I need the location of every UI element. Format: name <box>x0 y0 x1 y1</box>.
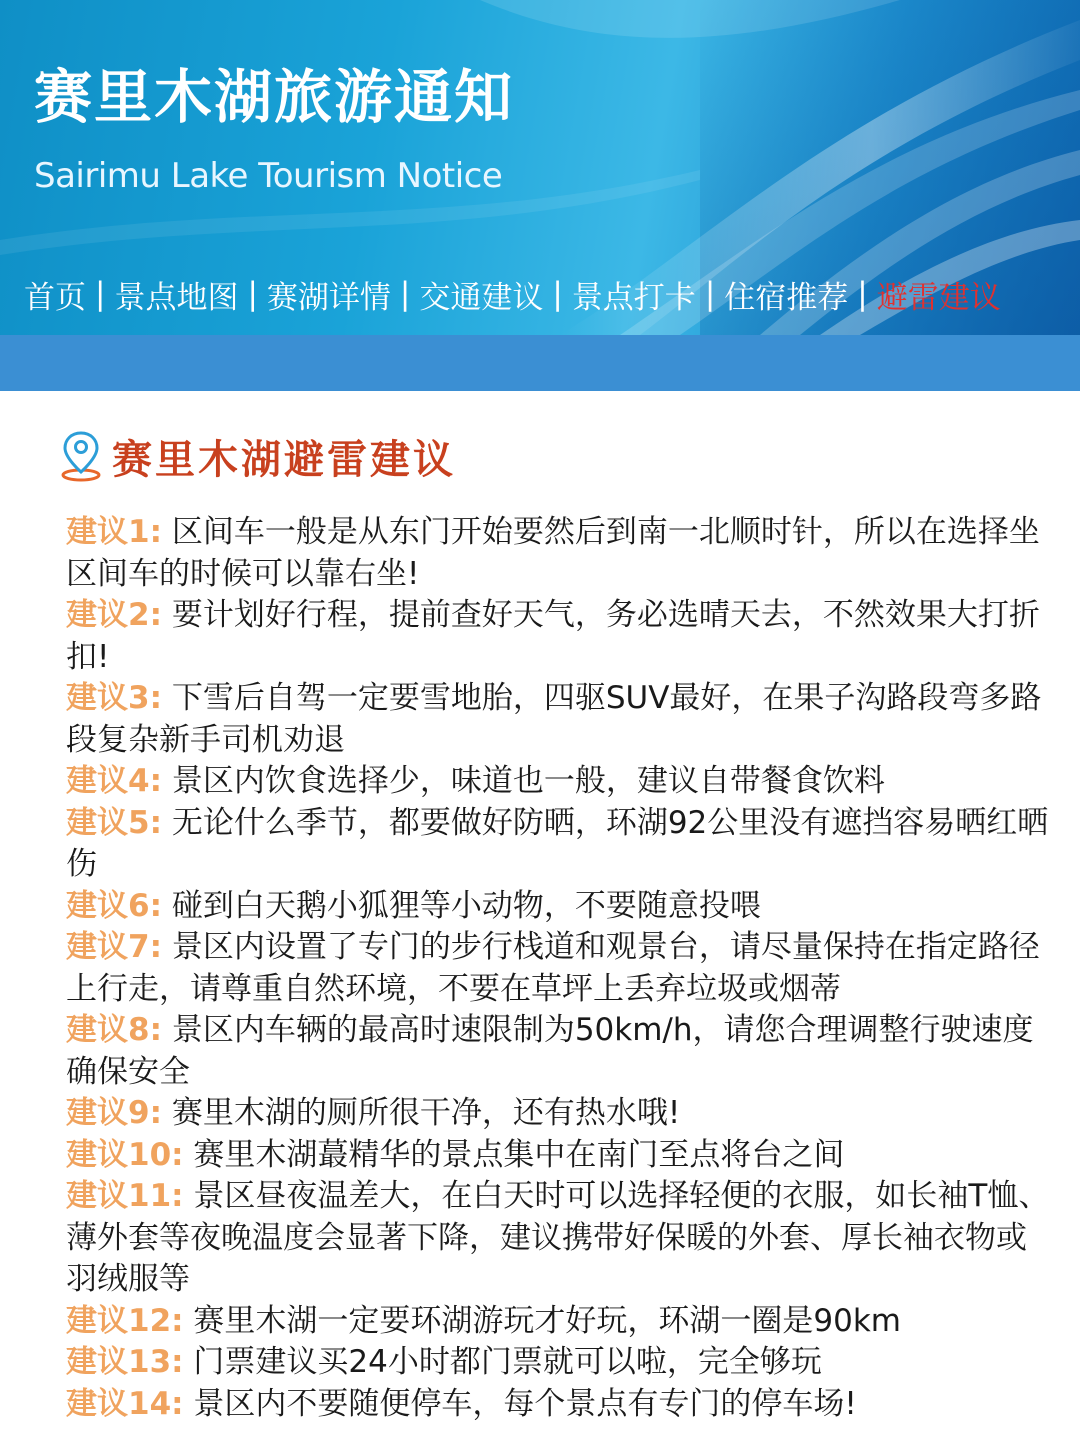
tip-item <box>66 927 1056 1010</box>
header-divider-band <box>0 335 1080 391</box>
tip-item <box>66 803 1056 886</box>
nav-separator: | <box>552 276 563 312</box>
nav-item-transport[interactable]: 交通建议 <box>419 279 544 316</box>
tip-label: 建议5: <box>66 804 162 841</box>
tip-item <box>66 1384 1056 1426</box>
nav-separator: | <box>857 276 868 312</box>
page-title: 赛里木湖旅游通知 <box>34 63 515 131</box>
tip-text: 景区昼夜温差大，在白天时可以选择轻便的衣服，如长袖T恤、薄外套等夜晚温度会显著下降，建议携带好保暖的外套、厚长袖衣物或羽绒服等 <box>66 1178 1050 1297</box>
tip-label: 建议12: <box>66 1302 184 1339</box>
tip-text: 景区内设置了专门的步行栈道和观景台，请尽量保持在指定路径上行走，请尊重自然环境，不要在草坪上丢弃垃圾或烟蒂 <box>66 929 1040 1007</box>
tip-text: 区间车一般是从东门开始要然后到南一北顺时针，所以在选择坐区间车的时候可以靠右坐! <box>66 514 1040 592</box>
nav-separator: | <box>704 276 716 312</box>
tip-label: 建议1: <box>66 514 162 550</box>
tip-text: 景区内饮食选择少，味道也一般，建议自带餐食饮料 <box>171 763 885 799</box>
section-title: 赛里木湖避雷建议 <box>112 436 456 483</box>
location-pin-icon <box>60 430 102 482</box>
tip-label: 建议13: <box>66 1344 184 1380</box>
tip-text: 无论什么季节，都要做好防晒，环湖92公里没有遮挡容易晒红晒伤 <box>66 804 1049 882</box>
nav-separator: | <box>399 276 411 312</box>
nav-separator: | <box>247 276 258 312</box>
tip-item <box>66 1093 1056 1135</box>
nav-separator: | <box>95 276 106 312</box>
top-navigation <box>24 272 1001 316</box>
tip-text: 赛里木湖的厕所很干净，还有热水哦! <box>171 1095 681 1131</box>
tip-text: 景区内车辆的最高时速限制为50km/h，请您合理调整行驶速度确保安全 <box>66 1012 1034 1090</box>
tip-item <box>66 1301 1056 1343</box>
tip-item <box>66 678 1056 761</box>
nav-item-lake-details[interactable]: 赛湖详情 <box>266 279 391 316</box>
tip-label: 建议6: <box>66 887 162 924</box>
tip-label: 建议9: <box>66 1095 162 1131</box>
tip-label: 建议10: <box>66 1136 184 1173</box>
tip-label: 建议11: <box>66 1178 184 1214</box>
tip-label: 建议8: <box>66 1012 162 1048</box>
section-header <box>60 426 456 486</box>
nav-item-scenic-map[interactable]: 景点地图 <box>114 279 239 316</box>
tip-item <box>66 1010 1056 1093</box>
tip-label: 建议7: <box>66 929 162 965</box>
tip-item <box>66 1342 1056 1384</box>
tip-text: 门票建议买24小时都门票就可以啦，完全够玩 <box>193 1344 822 1380</box>
tip-text: 碰到白天鹅小狐狸等小动物，不要随意投喂 <box>171 887 761 924</box>
nav-item-pitfall-tips[interactable]: 避雷建议 <box>876 279 1001 316</box>
tip-text: 景区内不要随便停车，每个景点有专门的停车场! <box>193 1385 857 1422</box>
tip-item <box>66 1135 1056 1177</box>
nav-item-home[interactable]: 首页 <box>24 279 86 316</box>
page-subtitle: Sairimu Lake Tourism Notice <box>34 156 503 196</box>
tip-item <box>66 512 1056 595</box>
tips-list <box>66 512 1056 1425</box>
tip-label: 建议3: <box>66 680 162 716</box>
tip-item <box>66 1176 1056 1301</box>
nav-item-lodging[interactable]: 住宿推荐 <box>724 279 849 316</box>
header-banner <box>0 0 1080 335</box>
tip-label: 建议2: <box>66 597 162 633</box>
tip-text: 赛里木湖蕞精华的景点集中在南门至点将台之间 <box>193 1136 845 1173</box>
tip-text: 下雪后自驾一定要雪地胎，四驱SUV最好，在果子沟路段弯多路段复杂新手司机劝退 <box>66 680 1042 758</box>
tip-text: 赛里木湖一定要环湖游玩才好玩，环湖一圈是90km <box>193 1302 902 1339</box>
nav-item-checkin[interactable]: 景点打卡 <box>571 279 696 316</box>
tip-label: 建议4: <box>66 763 162 799</box>
tip-label: 建议14: <box>66 1385 184 1422</box>
tip-item <box>66 761 1056 803</box>
tip-item <box>66 595 1056 678</box>
tip-item <box>66 886 1056 928</box>
tip-text: 要计划好行程，提前查好天气，务必选晴天去，不然效果大打折扣! <box>66 597 1040 675</box>
